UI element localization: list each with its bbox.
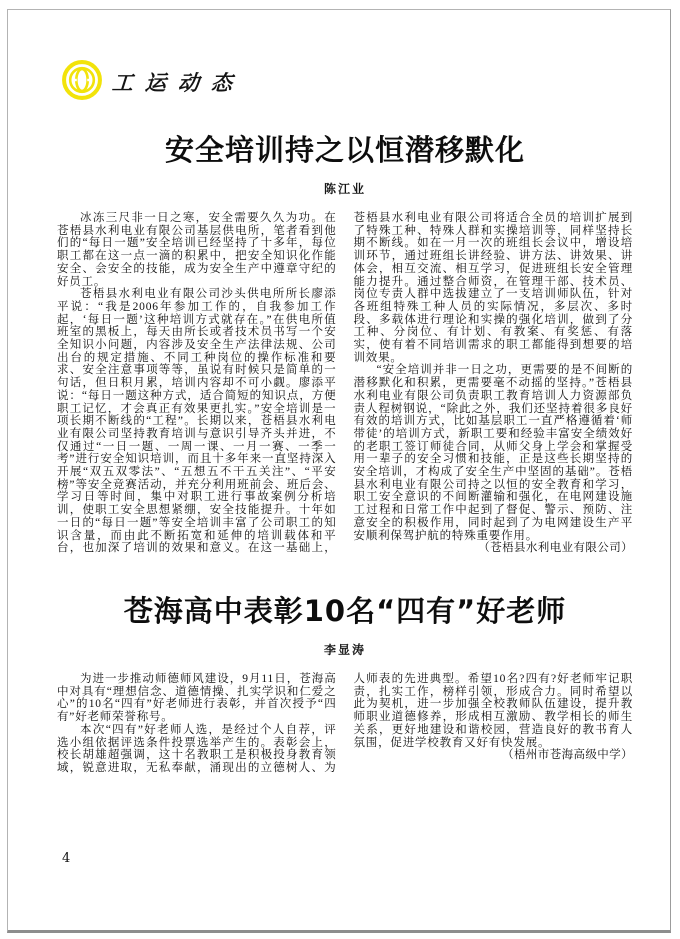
article-1-attribution: （苍梧县水利电业有限公司）	[478, 542, 633, 555]
masthead	[61, 60, 633, 104]
article-1-title: 安全培训持之以恒潜移默化	[164, 133, 525, 167]
article-2-paragraph: 为进一步推动师德师风建设，9月11日，苍海高中对具有“理想信念、道德情操、扎实学识和仁爱之心”的10名“四有”好老师进行表彰，并首次授予“四有”好老师荣誉称号。	[57, 672, 337, 724]
article-1-paragraph: 苍梧县水利电业有限公司沙头供电所所长廖添平说：“我是2006年参加工作的，自我参加工作起，‘每日一题’这种培训方式就存在。”在供电所值班室的黑板上，每天由所长或者技术员书写一个安全知识小问题，内容涉及安全生产法律法规、公司出台的规定措施、不同工种岗位的操作标准和要求、安全注意事项等等，虽说有时候只是简单的一句话，但日积月累，培训内容却不可小觑。廖添平说：“每日一题这种方式，适合简短的知识点，方便职工记忆，才会真正有效果更扎实。”安全培训是一项长期不断线的“工程”。长期以来，苍梧县水利电业有限公司坚持教育培训与意识引导齐头并进，不仅通过“一日一题、一周一课、一月一赛、一季一考”进行安全知识培训，而且十多年来一直坚持深入开展“双五双零法”、“五想五不干五关注”、“平安榜”等安全竞赛活动，并充分利用班前会、班后会、学习日等时间，集中对职工进行事故案例分析培训，使职工安全思想紧绷，安全技能提升。十年如一日的“每日一题”等安全培训丰富了公司职工的知识含量，而由此不断拓宽和延伸的培训载体和平台，也加深了培训的效果和意义。在这一基础上，苍梧县水利电业有限公司将适合全员的培训扩展到了特殊工种、特殊人群和实操培训等，同样坚持长期不断线。如在一月一次的班组长会议中，增设培训环节，通过班组长讲经验、讲方法、讲效果、讲体会，相互交流、相互学习，促进班组长安全管理能力提升。通过整合师资，在管理干部、技术员、岗位专责人群中选拔建立了一支培训师队伍，针对各班组特殊工种人员的实际情况，多层次、多时段、多载体进行理论和实操的强化培训，做到了分工种、分岗位、有计划、有教案、有奖惩、有落实，使有着不同培训需求的职工都能得到想要的培训效果。	[57, 212, 633, 555]
article-2-attribution: （梧州市苍海高级中学）	[502, 749, 633, 762]
trade-union-emblem-icon	[61, 59, 103, 106]
article-1-paragraph	[353, 364, 634, 555]
article-2-body	[57, 673, 633, 775]
article-2-paragraph-text: 本次“四有”好老师人选，是经过个人自荐，评选小组依据评选条件投票选举产生的。表彰会上，校长胡雄超强调，这十名教职工是积极投身教育领域，锐意进取，无私奉献，涌现出的立德树人、为人师表的先进典型。希望10名?四有?好老师牢记职责，扎实工作，榜样引领，形成合力。同时希望以此为契机，进一步加强全校教师队伍建设，提升教师职业道德修养，形成相互激励、教学相长的师生关系，更好地建设和谐校园，营造良好的教书育人氛围，促进学校教育又好有快发展。	[57, 672, 633, 774]
article-1-paragraph: 冰冻三尺非一日之寒，安全需要久久为功。在苍梧县水利电业有限公司基层供电所，笔者看到他们的“每日一题”安全培训已经坚持了十多年，每位职工都在这一点一滴的积累中，把安全知识化作能安全、会安全的技能，成为安全生产中遵章守纪的好员工。	[57, 212, 337, 288]
article-2-title: 苍海高中表彰10名“四有”好老师	[123, 593, 567, 628]
article-1-author: 陈江业	[323, 182, 366, 196]
article-2-author: 李显涛	[323, 642, 366, 657]
page-number: 4	[62, 851, 71, 866]
article-1-body	[57, 212, 633, 555]
article-good-teachers	[57, 589, 633, 775]
page-frame	[7, 9, 671, 933]
masthead-title: 工运动态	[111, 71, 245, 95]
article-1-paragraph-text: “安全培训并非一日之功，更需要的是不间断的潜移默化和积累，更需要毫不动摇的坚持。”苍梧县水利电业有限公司负责职工教育培训人力资源部负责人程树钢说，“除此之外，我们还坚持着很多良好有效的培训方式，比如基层职工一直严格遵循着‘师带徒’的培训方式，新职工要和经验丰富安全绩效好的老职工签订师徒合同，从师父身上学会和掌握受用一辈子的安全习惯和技能，正是这些长期坚持的安全培训，才构成了安全生产中坚固的基础”。苍梧县水利电业有限公司持之以恒的安全教育和学习，职工安全意识的不间断灌输和强化，在电网建设施工过程和日常工作中起到了督促、警示、预防、注意安全的积极作用，同时起到了为电网建设生产平安顺利保驾护航的特殊重要作用。	[353, 364, 633, 542]
article-safety-training	[57, 128, 633, 555]
